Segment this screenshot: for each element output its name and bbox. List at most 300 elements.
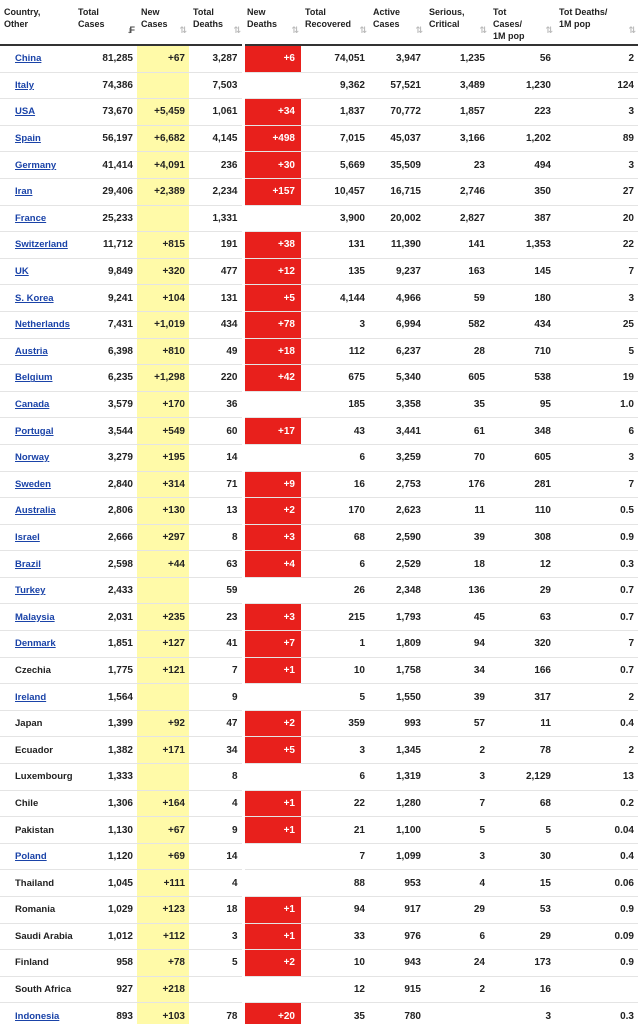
serious-critical-cell: 24 xyxy=(425,950,489,977)
total-deaths-cell: 7,503 xyxy=(189,72,243,99)
serious-critical-cell: 3,166 xyxy=(425,125,489,152)
country-name: Chile xyxy=(15,797,39,809)
new-cases-cell: +218 xyxy=(137,976,189,1003)
serious-critical-cell: 163 xyxy=(425,258,489,285)
serious-critical-cell: 2,746 xyxy=(425,178,489,205)
active-cases-cell: 6,237 xyxy=(369,338,425,365)
country-cell[interactable] xyxy=(0,391,74,418)
sort-icon: ⇅ xyxy=(479,25,485,35)
serious-critical-cell: 136 xyxy=(425,577,489,604)
serious-critical-cell: 3 xyxy=(425,764,489,791)
country-link[interactable]: Belgium xyxy=(15,372,53,384)
active-cases-cell: 917 xyxy=(369,897,425,924)
active-cases-cell: 2,623 xyxy=(369,498,425,525)
active-cases-cell: 70,772 xyxy=(369,99,425,126)
deaths-per-1m-cell: 27 xyxy=(555,178,638,205)
country-name: Japan xyxy=(15,718,43,730)
sort-icon: ⇅ xyxy=(545,25,551,35)
deaths-per-1m-cell xyxy=(555,976,638,1003)
deaths-per-1m-cell: 0.3 xyxy=(555,1003,638,1024)
country-link[interactable]: China xyxy=(15,53,42,65)
total-cases-cell: 3,544 xyxy=(74,418,137,445)
total-recovered-cell: 3 xyxy=(301,737,369,764)
table-row xyxy=(0,178,638,205)
column-header-label: Total Recovered xyxy=(305,7,352,29)
new-deaths-cell: +12 xyxy=(243,258,301,285)
country-cell xyxy=(0,710,74,737)
country-cell[interactable] xyxy=(0,205,74,232)
country-name: Luxembourg xyxy=(15,771,73,783)
deaths-per-1m-cell: 7 xyxy=(555,631,638,658)
country-cell[interactable] xyxy=(0,471,74,498)
total-cases-cell: 1,029 xyxy=(74,897,137,924)
column-header-total-cases[interactable] xyxy=(74,0,137,45)
new-cases-cell xyxy=(137,72,189,99)
column-header-label: Country, Other xyxy=(4,7,41,29)
total-deaths-cell: 78 xyxy=(189,1003,243,1024)
total-deaths-cell: 14 xyxy=(189,444,243,471)
new-cases-cell xyxy=(137,577,189,604)
country-link[interactable]: Norway xyxy=(15,452,50,464)
total-cases-cell: 29,406 xyxy=(74,178,137,205)
new-deaths-cell: +2 xyxy=(243,498,301,525)
country-cell[interactable] xyxy=(0,843,74,870)
total-recovered-cell: 135 xyxy=(301,258,369,285)
country-link[interactable]: Spain xyxy=(15,133,41,145)
table-row xyxy=(0,232,638,259)
column-header-label: Tot Cases/ 1M pop xyxy=(493,7,525,41)
total-cases-cell: 1,120 xyxy=(74,843,137,870)
new-cases-cell: +320 xyxy=(137,258,189,285)
country-cell[interactable] xyxy=(0,418,74,445)
country-name: Finland xyxy=(15,957,49,969)
total-recovered-cell: 74,051 xyxy=(301,45,369,72)
column-header-serious-critical[interactable] xyxy=(425,0,489,45)
cases-per-1m-cell: 348 xyxy=(489,418,555,445)
total-cases-cell: 2,598 xyxy=(74,551,137,578)
country-link[interactable]: USA xyxy=(15,106,36,118)
deaths-per-1m-cell: 3 xyxy=(555,285,638,312)
serious-critical-cell: 28 xyxy=(425,338,489,365)
serious-critical-cell: 141 xyxy=(425,232,489,259)
cases-per-1m-cell: 12 xyxy=(489,551,555,578)
deaths-per-1m-cell: 2 xyxy=(555,684,638,711)
new-cases-cell: +130 xyxy=(137,498,189,525)
cases-per-1m-cell: 95 xyxy=(489,391,555,418)
total-deaths-cell: 71 xyxy=(189,471,243,498)
country-cell[interactable] xyxy=(0,577,74,604)
column-header-country[interactable] xyxy=(0,0,74,45)
active-cases-cell: 2,348 xyxy=(369,577,425,604)
table-row xyxy=(0,790,638,817)
column-header-tot-deaths-1m[interactable] xyxy=(555,0,638,45)
active-cases-cell: 4,966 xyxy=(369,285,425,312)
country-cell[interactable] xyxy=(0,1003,74,1024)
cases-per-1m-cell: 15 xyxy=(489,870,555,897)
active-cases-cell: 976 xyxy=(369,923,425,950)
total-cases-cell: 1,564 xyxy=(74,684,137,711)
active-cases-cell: 2,590 xyxy=(369,524,425,551)
country-cell xyxy=(0,737,74,764)
total-cases-cell: 9,241 xyxy=(74,285,137,312)
total-deaths-cell: 5 xyxy=(189,950,243,977)
table-row xyxy=(0,444,638,471)
country-cell xyxy=(0,870,74,897)
table-row xyxy=(0,471,638,498)
total-recovered-cell: 170 xyxy=(301,498,369,525)
country-cell[interactable] xyxy=(0,498,74,525)
new-cases-cell: +104 xyxy=(137,285,189,312)
total-deaths-cell: 63 xyxy=(189,551,243,578)
total-deaths-cell: 60 xyxy=(189,418,243,445)
country-cell[interactable] xyxy=(0,178,74,205)
country-link[interactable]: Canada xyxy=(15,399,50,411)
cases-per-1m-cell: 223 xyxy=(489,99,555,126)
country-cell[interactable] xyxy=(0,72,74,99)
deaths-per-1m-cell: 0.9 xyxy=(555,524,638,551)
total-cases-cell: 41,414 xyxy=(74,152,137,179)
column-header-total-recovered[interactable] xyxy=(301,0,369,45)
table-row xyxy=(0,45,638,72)
total-cases-cell: 3,279 xyxy=(74,444,137,471)
new-cases-cell: +810 xyxy=(137,338,189,365)
table-row xyxy=(0,125,638,152)
cases-per-1m-cell: 29 xyxy=(489,577,555,604)
country-link[interactable]: UK xyxy=(15,266,29,278)
table-row xyxy=(0,72,638,99)
serious-critical-cell: 61 xyxy=(425,418,489,445)
sort-icon: ⇅ xyxy=(628,25,634,35)
total-cases-cell: 927 xyxy=(74,976,137,1003)
cases-per-1m-cell: 434 xyxy=(489,311,555,338)
serious-critical-cell: 2 xyxy=(425,737,489,764)
table-row xyxy=(0,764,638,791)
cases-per-1m-cell: 320 xyxy=(489,631,555,658)
country-name: South Africa xyxy=(15,984,72,996)
new-deaths-cell xyxy=(243,976,301,1003)
cases-per-1m-cell: 494 xyxy=(489,152,555,179)
country-link[interactable]: Indonesia xyxy=(15,1010,60,1022)
active-cases-cell: 3,441 xyxy=(369,418,425,445)
new-deaths-cell: +6 xyxy=(243,45,301,72)
total-recovered-cell: 675 xyxy=(301,365,369,392)
total-cases-cell: 6,235 xyxy=(74,365,137,392)
active-cases-cell: 1,758 xyxy=(369,657,425,684)
country-cell[interactable] xyxy=(0,444,74,471)
total-recovered-cell: 12 xyxy=(301,976,369,1003)
serious-critical-cell: 23 xyxy=(425,152,489,179)
new-cases-cell: +69 xyxy=(137,843,189,870)
total-deaths-cell: 1,331 xyxy=(189,205,243,232)
country-cell[interactable] xyxy=(0,684,74,711)
serious-critical-cell xyxy=(425,1003,489,1024)
cases-per-1m-cell: 180 xyxy=(489,285,555,312)
serious-critical-cell: 3,489 xyxy=(425,72,489,99)
serious-critical-cell: 176 xyxy=(425,471,489,498)
total-recovered-cell: 9,362 xyxy=(301,72,369,99)
deaths-per-1m-cell: 13 xyxy=(555,764,638,791)
table-row xyxy=(0,311,638,338)
total-recovered-cell: 1 xyxy=(301,631,369,658)
country-link[interactable]: Austria xyxy=(15,345,48,357)
new-deaths-cell xyxy=(243,205,301,232)
country-link[interactable]: Denmark xyxy=(15,638,56,650)
total-cases-cell: 81,285 xyxy=(74,45,137,72)
new-deaths-cell xyxy=(243,870,301,897)
country-link[interactable]: S. Korea xyxy=(15,292,54,304)
column-header-new-cases[interactable] xyxy=(137,0,189,45)
new-deaths-cell xyxy=(243,444,301,471)
country-cell[interactable] xyxy=(0,524,74,551)
active-cases-cell: 2,529 xyxy=(369,551,425,578)
serious-critical-cell: 11 xyxy=(425,498,489,525)
new-deaths-cell: +17 xyxy=(243,418,301,445)
country-link[interactable]: Germany xyxy=(15,159,57,171)
column-header-label: Total Cases xyxy=(78,7,105,29)
sort-icon: ⇅ xyxy=(359,25,365,35)
active-cases-cell: 1,099 xyxy=(369,843,425,870)
serious-critical-cell: 59 xyxy=(425,285,489,312)
active-cases-cell: 915 xyxy=(369,976,425,1003)
table-row xyxy=(0,604,638,631)
total-deaths-cell: 4 xyxy=(189,870,243,897)
new-cases-cell: +297 xyxy=(137,524,189,551)
total-recovered-cell: 6 xyxy=(301,551,369,578)
new-cases-cell: +103 xyxy=(137,1003,189,1024)
total-cases-cell: 893 xyxy=(74,1003,137,1024)
active-cases-cell: 3,358 xyxy=(369,391,425,418)
new-cases-cell xyxy=(137,764,189,791)
country-link[interactable]: Sweden xyxy=(15,478,51,490)
total-recovered-cell: 6 xyxy=(301,444,369,471)
country-link[interactable]: Brazil xyxy=(15,558,41,570)
total-deaths-cell: 4,145 xyxy=(189,125,243,152)
deaths-per-1m-cell: 20 xyxy=(555,205,638,232)
table-row xyxy=(0,498,638,525)
column-header-tot-cases-1m[interactable] xyxy=(489,0,555,45)
deaths-per-1m-cell: 19 xyxy=(555,365,638,392)
total-recovered-cell: 359 xyxy=(301,710,369,737)
new-deaths-cell: +3 xyxy=(243,604,301,631)
country-link[interactable]: Italy xyxy=(15,79,35,91)
country-cell[interactable] xyxy=(0,232,74,259)
table-row xyxy=(0,897,638,924)
new-deaths-cell: +78 xyxy=(243,311,301,338)
deaths-per-1m-cell: 3 xyxy=(555,99,638,126)
country-link[interactable]: Israel xyxy=(15,531,40,543)
country-link[interactable]: Turkey xyxy=(15,585,46,597)
serious-critical-cell: 5 xyxy=(425,817,489,844)
total-recovered-cell: 68 xyxy=(301,524,369,551)
country-cell[interactable] xyxy=(0,311,74,338)
deaths-per-1m-cell: 0.9 xyxy=(555,897,638,924)
country-cell[interactable] xyxy=(0,631,74,658)
deaths-per-1m-cell: 0.3 xyxy=(555,551,638,578)
new-deaths-cell: +1 xyxy=(243,657,301,684)
deaths-per-1m-cell: 0.04 xyxy=(555,817,638,844)
new-cases-cell xyxy=(137,684,189,711)
cases-per-1m-cell: 3 xyxy=(489,1003,555,1024)
country-cell[interactable] xyxy=(0,365,74,392)
active-cases-cell: 1,280 xyxy=(369,790,425,817)
country-cell[interactable] xyxy=(0,45,74,72)
deaths-per-1m-cell: 2 xyxy=(555,45,638,72)
column-header-active-cases[interactable] xyxy=(369,0,425,45)
country-name: Ecuador xyxy=(15,744,54,756)
new-deaths-cell: +38 xyxy=(243,232,301,259)
country-link[interactable]: Portugal xyxy=(15,425,54,437)
active-cases-cell: 1,319 xyxy=(369,764,425,791)
country-link[interactable]: France xyxy=(15,212,47,224)
country-link[interactable]: Poland xyxy=(15,851,47,863)
country-cell xyxy=(0,897,74,924)
total-deaths-cell: 131 xyxy=(189,285,243,312)
active-cases-cell: 1,809 xyxy=(369,631,425,658)
country-cell xyxy=(0,817,74,844)
new-deaths-cell xyxy=(243,843,301,870)
new-cases-cell: +78 xyxy=(137,950,189,977)
table-row xyxy=(0,817,638,844)
active-cases-cell: 35,509 xyxy=(369,152,425,179)
total-cases-cell: 1,851 xyxy=(74,631,137,658)
new-deaths-cell xyxy=(243,684,301,711)
total-cases-cell: 2,666 xyxy=(74,524,137,551)
deaths-per-1m-cell: 0.4 xyxy=(555,710,638,737)
country-cell[interactable] xyxy=(0,152,74,179)
table-row xyxy=(0,631,638,658)
new-cases-cell: +164 xyxy=(137,790,189,817)
sort-icon: ⇅ xyxy=(233,25,239,35)
country-link[interactable]: Ireland xyxy=(15,691,47,703)
serious-critical-cell: 1,857 xyxy=(425,99,489,126)
total-cases-cell: 1,399 xyxy=(74,710,137,737)
new-cases-cell: +170 xyxy=(137,391,189,418)
total-recovered-cell: 26 xyxy=(301,577,369,604)
total-cases-cell: 1,333 xyxy=(74,764,137,791)
deaths-per-1m-cell: 6 xyxy=(555,418,638,445)
table-row xyxy=(0,524,638,551)
country-link[interactable]: Netherlands xyxy=(15,319,70,331)
new-cases-cell: +235 xyxy=(137,604,189,631)
country-cell[interactable] xyxy=(0,551,74,578)
table-row xyxy=(0,258,638,285)
total-deaths-cell: 23 xyxy=(189,604,243,631)
deaths-per-1m-cell: 0.4 xyxy=(555,843,638,870)
new-cases-cell: +171 xyxy=(137,737,189,764)
new-cases-cell xyxy=(137,205,189,232)
total-recovered-cell: 7,015 xyxy=(301,125,369,152)
new-deaths-cell xyxy=(243,764,301,791)
total-recovered-cell: 94 xyxy=(301,897,369,924)
new-cases-cell: +195 xyxy=(137,444,189,471)
new-deaths-cell: +4 xyxy=(243,551,301,578)
table-row xyxy=(0,657,638,684)
table-row xyxy=(0,338,638,365)
total-cases-cell: 1,012 xyxy=(74,923,137,950)
active-cases-cell: 1,550 xyxy=(369,684,425,711)
cases-per-1m-cell: 30 xyxy=(489,843,555,870)
cases-per-1m-cell: 710 xyxy=(489,338,555,365)
deaths-per-1m-cell: 5 xyxy=(555,338,638,365)
new-cases-cell: +5,459 xyxy=(137,99,189,126)
new-cases-cell: +111 xyxy=(137,870,189,897)
total-recovered-cell: 1,837 xyxy=(301,99,369,126)
deaths-per-1m-cell: 7 xyxy=(555,471,638,498)
total-recovered-cell: 10,457 xyxy=(301,178,369,205)
country-cell[interactable] xyxy=(0,285,74,312)
total-deaths-cell: 3,287 xyxy=(189,45,243,72)
new-cases-cell: +123 xyxy=(137,897,189,924)
serious-critical-cell: 7 xyxy=(425,790,489,817)
new-cases-cell: +112 xyxy=(137,923,189,950)
total-recovered-cell: 131 xyxy=(301,232,369,259)
country-cell xyxy=(0,950,74,977)
deaths-per-1m-cell: 0.7 xyxy=(555,604,638,631)
new-cases-cell: +44 xyxy=(137,551,189,578)
table-row xyxy=(0,99,638,126)
active-cases-cell: 3,947 xyxy=(369,45,425,72)
country-link[interactable]: Switzerland xyxy=(15,239,68,251)
new-deaths-cell: +3 xyxy=(243,524,301,551)
table-row xyxy=(0,923,638,950)
country-link[interactable]: Australia xyxy=(15,505,56,517)
total-recovered-cell: 10 xyxy=(301,657,369,684)
country-cell[interactable] xyxy=(0,258,74,285)
country-link[interactable]: Malaysia xyxy=(15,611,55,623)
active-cases-cell: 943 xyxy=(369,950,425,977)
deaths-per-1m-cell: 0.7 xyxy=(555,577,638,604)
active-cases-cell: 1,793 xyxy=(369,604,425,631)
column-header-total-deaths[interactable] xyxy=(189,0,243,45)
serious-critical-cell: 4 xyxy=(425,870,489,897)
table-row xyxy=(0,391,638,418)
active-cases-cell: 1,100 xyxy=(369,817,425,844)
total-deaths-cell: 236 xyxy=(189,152,243,179)
country-cell xyxy=(0,790,74,817)
total-deaths-cell: 4 xyxy=(189,790,243,817)
country-name: Czechia xyxy=(15,664,51,676)
deaths-per-1m-cell: 89 xyxy=(555,125,638,152)
serious-critical-cell: 35 xyxy=(425,391,489,418)
cases-per-1m-cell: 11 xyxy=(489,710,555,737)
total-cases-cell: 2,031 xyxy=(74,604,137,631)
table-row xyxy=(0,1003,638,1024)
country-cell[interactable] xyxy=(0,125,74,152)
country-cell[interactable] xyxy=(0,99,74,126)
total-cases-cell: 958 xyxy=(74,950,137,977)
total-recovered-cell: 185 xyxy=(301,391,369,418)
cases-per-1m-cell: 145 xyxy=(489,258,555,285)
table-row xyxy=(0,684,638,711)
cases-per-1m-cell: 538 xyxy=(489,365,555,392)
deaths-per-1m-cell: 0.06 xyxy=(555,870,638,897)
column-header-new-deaths[interactable] xyxy=(243,0,301,45)
cases-per-1m-cell: 1,230 xyxy=(489,72,555,99)
table-row xyxy=(0,152,638,179)
table-row xyxy=(0,870,638,897)
country-cell xyxy=(0,657,74,684)
active-cases-cell: 1,345 xyxy=(369,737,425,764)
cases-per-1m-cell: 350 xyxy=(489,178,555,205)
country-link[interactable]: Iran xyxy=(15,186,33,198)
total-recovered-cell: 7 xyxy=(301,843,369,870)
new-deaths-cell: +1 xyxy=(243,897,301,924)
country-cell[interactable] xyxy=(0,604,74,631)
new-cases-cell: +127 xyxy=(137,631,189,658)
table-row xyxy=(0,710,638,737)
serious-critical-cell: 3 xyxy=(425,843,489,870)
country-cell[interactable] xyxy=(0,338,74,365)
